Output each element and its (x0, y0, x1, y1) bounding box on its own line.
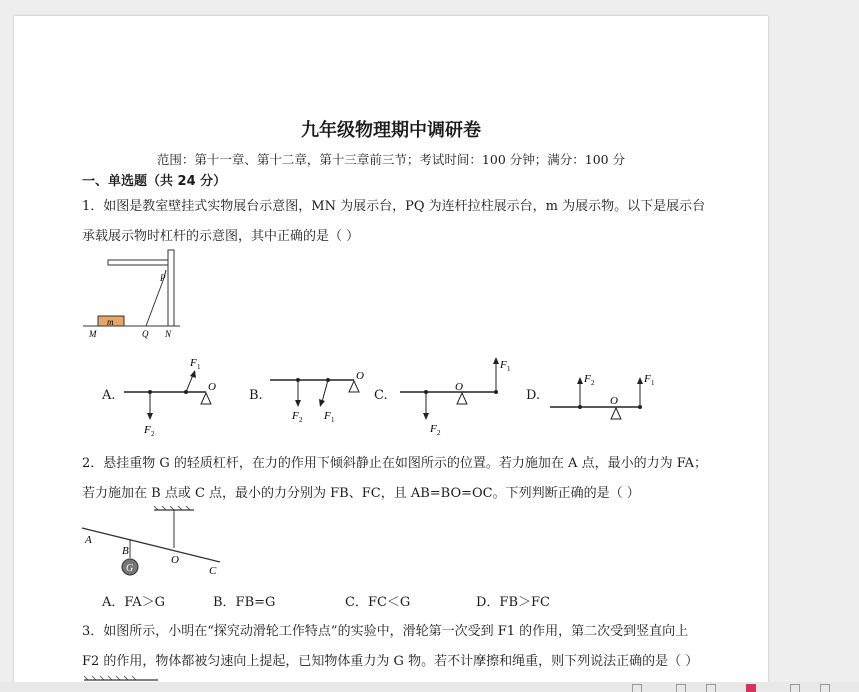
q1-option-d-label[interactable]: D. (526, 388, 541, 403)
q3-text-line2: F2 的作用，物体都被匀速向上提起，已知物体重力为 G 物。若不计摩擦和绳重，则下列说法正确的是（ ） (82, 654, 699, 669)
q3-text-line1: 3．如图所示，小明在“探究动滑轮工作特点”的实验中，滑轮第一次受到 F1 的作用，第二次受到竖直向上 (82, 624, 689, 639)
read-mode-icon[interactable] (632, 684, 642, 692)
section-heading: 一、单选题（共 24 分） (82, 174, 227, 189)
fullscreen-icon[interactable] (820, 684, 830, 692)
f1-subscript: 1 (331, 416, 335, 424)
pivot-label: O (356, 370, 364, 382)
q1-label-Q: Q (142, 329, 149, 339)
q1-option-c-diagram (396, 352, 516, 436)
page-title: 九年级物理期中调研卷 (301, 120, 481, 141)
f2-subscript: 2 (437, 429, 441, 436)
q1-label-P: P (160, 273, 166, 283)
q2-label-B: B (122, 545, 129, 557)
app-mode-icon[interactable] (746, 684, 756, 692)
status-bar (0, 682, 859, 692)
q1-text-line2: 承载展示物时杠杆的示意图，其中正确的是（ ） (82, 229, 360, 244)
f1-subscript: 1 (651, 379, 655, 387)
force-f2-label: F (584, 373, 591, 385)
page-view-icon[interactable] (676, 684, 686, 692)
force-f1-label: F (500, 359, 507, 371)
q2-label-O: O (171, 554, 179, 566)
web-view-icon[interactable] (706, 684, 716, 692)
q1-label-m: m (107, 317, 114, 327)
q2-option-c[interactable]: C．FC＜G (345, 595, 411, 610)
document-page (14, 16, 768, 692)
pivot-label: O (455, 381, 463, 393)
f2-subscript: 2 (151, 430, 155, 436)
f1-subscript: 1 (507, 365, 511, 373)
q2-label-C: C (209, 565, 217, 577)
q1-text-line1: 1．如图是教室壁挂式实物展台示意图，MN 为展示台，PQ 为连杆拉柱展示台，m 为展示物。以下是展示台 (82, 199, 706, 214)
q2-text-line2: 若力施加在 B 点或 C 点，最小的力分别为 FB、FC，且 AB=BO=OC。下列判断正确的是（ ） (82, 486, 640, 501)
q2-lever-figure (80, 506, 226, 588)
force-f1-label: F (324, 410, 331, 422)
force-f2-label: F (144, 424, 151, 436)
force-f2-label: F (430, 423, 437, 435)
q2-label-A: A (85, 534, 92, 546)
q1-option-c-label[interactable]: C. (374, 388, 388, 403)
q2-option-b[interactable]: B．FB=G (213, 595, 276, 610)
f2-subscript: 2 (299, 416, 303, 424)
force-f1-label: F (644, 373, 651, 385)
q2-option-d[interactable]: D．FB＞FC (476, 595, 550, 610)
q2-text-line1: 2．悬挂重物 G 的轻质杠杆，在力的作用下倾斜静止在如图所示的位置。若力施加在 A 点，最小的力为 FA； (82, 456, 707, 471)
q1-option-a-label[interactable]: A. (102, 388, 116, 403)
q1-display-stand-figure (80, 248, 190, 340)
f1-subscript: 1 (197, 363, 201, 371)
q2-label-G: G (126, 563, 134, 574)
q1-label-M: M (89, 329, 97, 339)
q2-option-a[interactable]: A．FA＞G (102, 595, 166, 610)
force-f2-label: F (292, 410, 299, 422)
force-f1-label: F (190, 357, 197, 369)
pivot-label: O (610, 395, 618, 407)
q1-option-b-label[interactable]: B. (249, 388, 263, 403)
exam-meta: 范围：第十一章、第十二章，第十三章前三节；考试时间：100 分钟；满分：100 分 (156, 152, 626, 167)
outline-view-icon[interactable] (790, 684, 800, 692)
q1-option-a-diagram (120, 352, 230, 436)
q1-option-b-diagram (266, 352, 376, 436)
q1-option-d-diagram (546, 352, 666, 436)
f2-subscript: 2 (591, 379, 595, 387)
pivot-label: O (208, 381, 216, 393)
q1-label-N: N (165, 329, 172, 339)
